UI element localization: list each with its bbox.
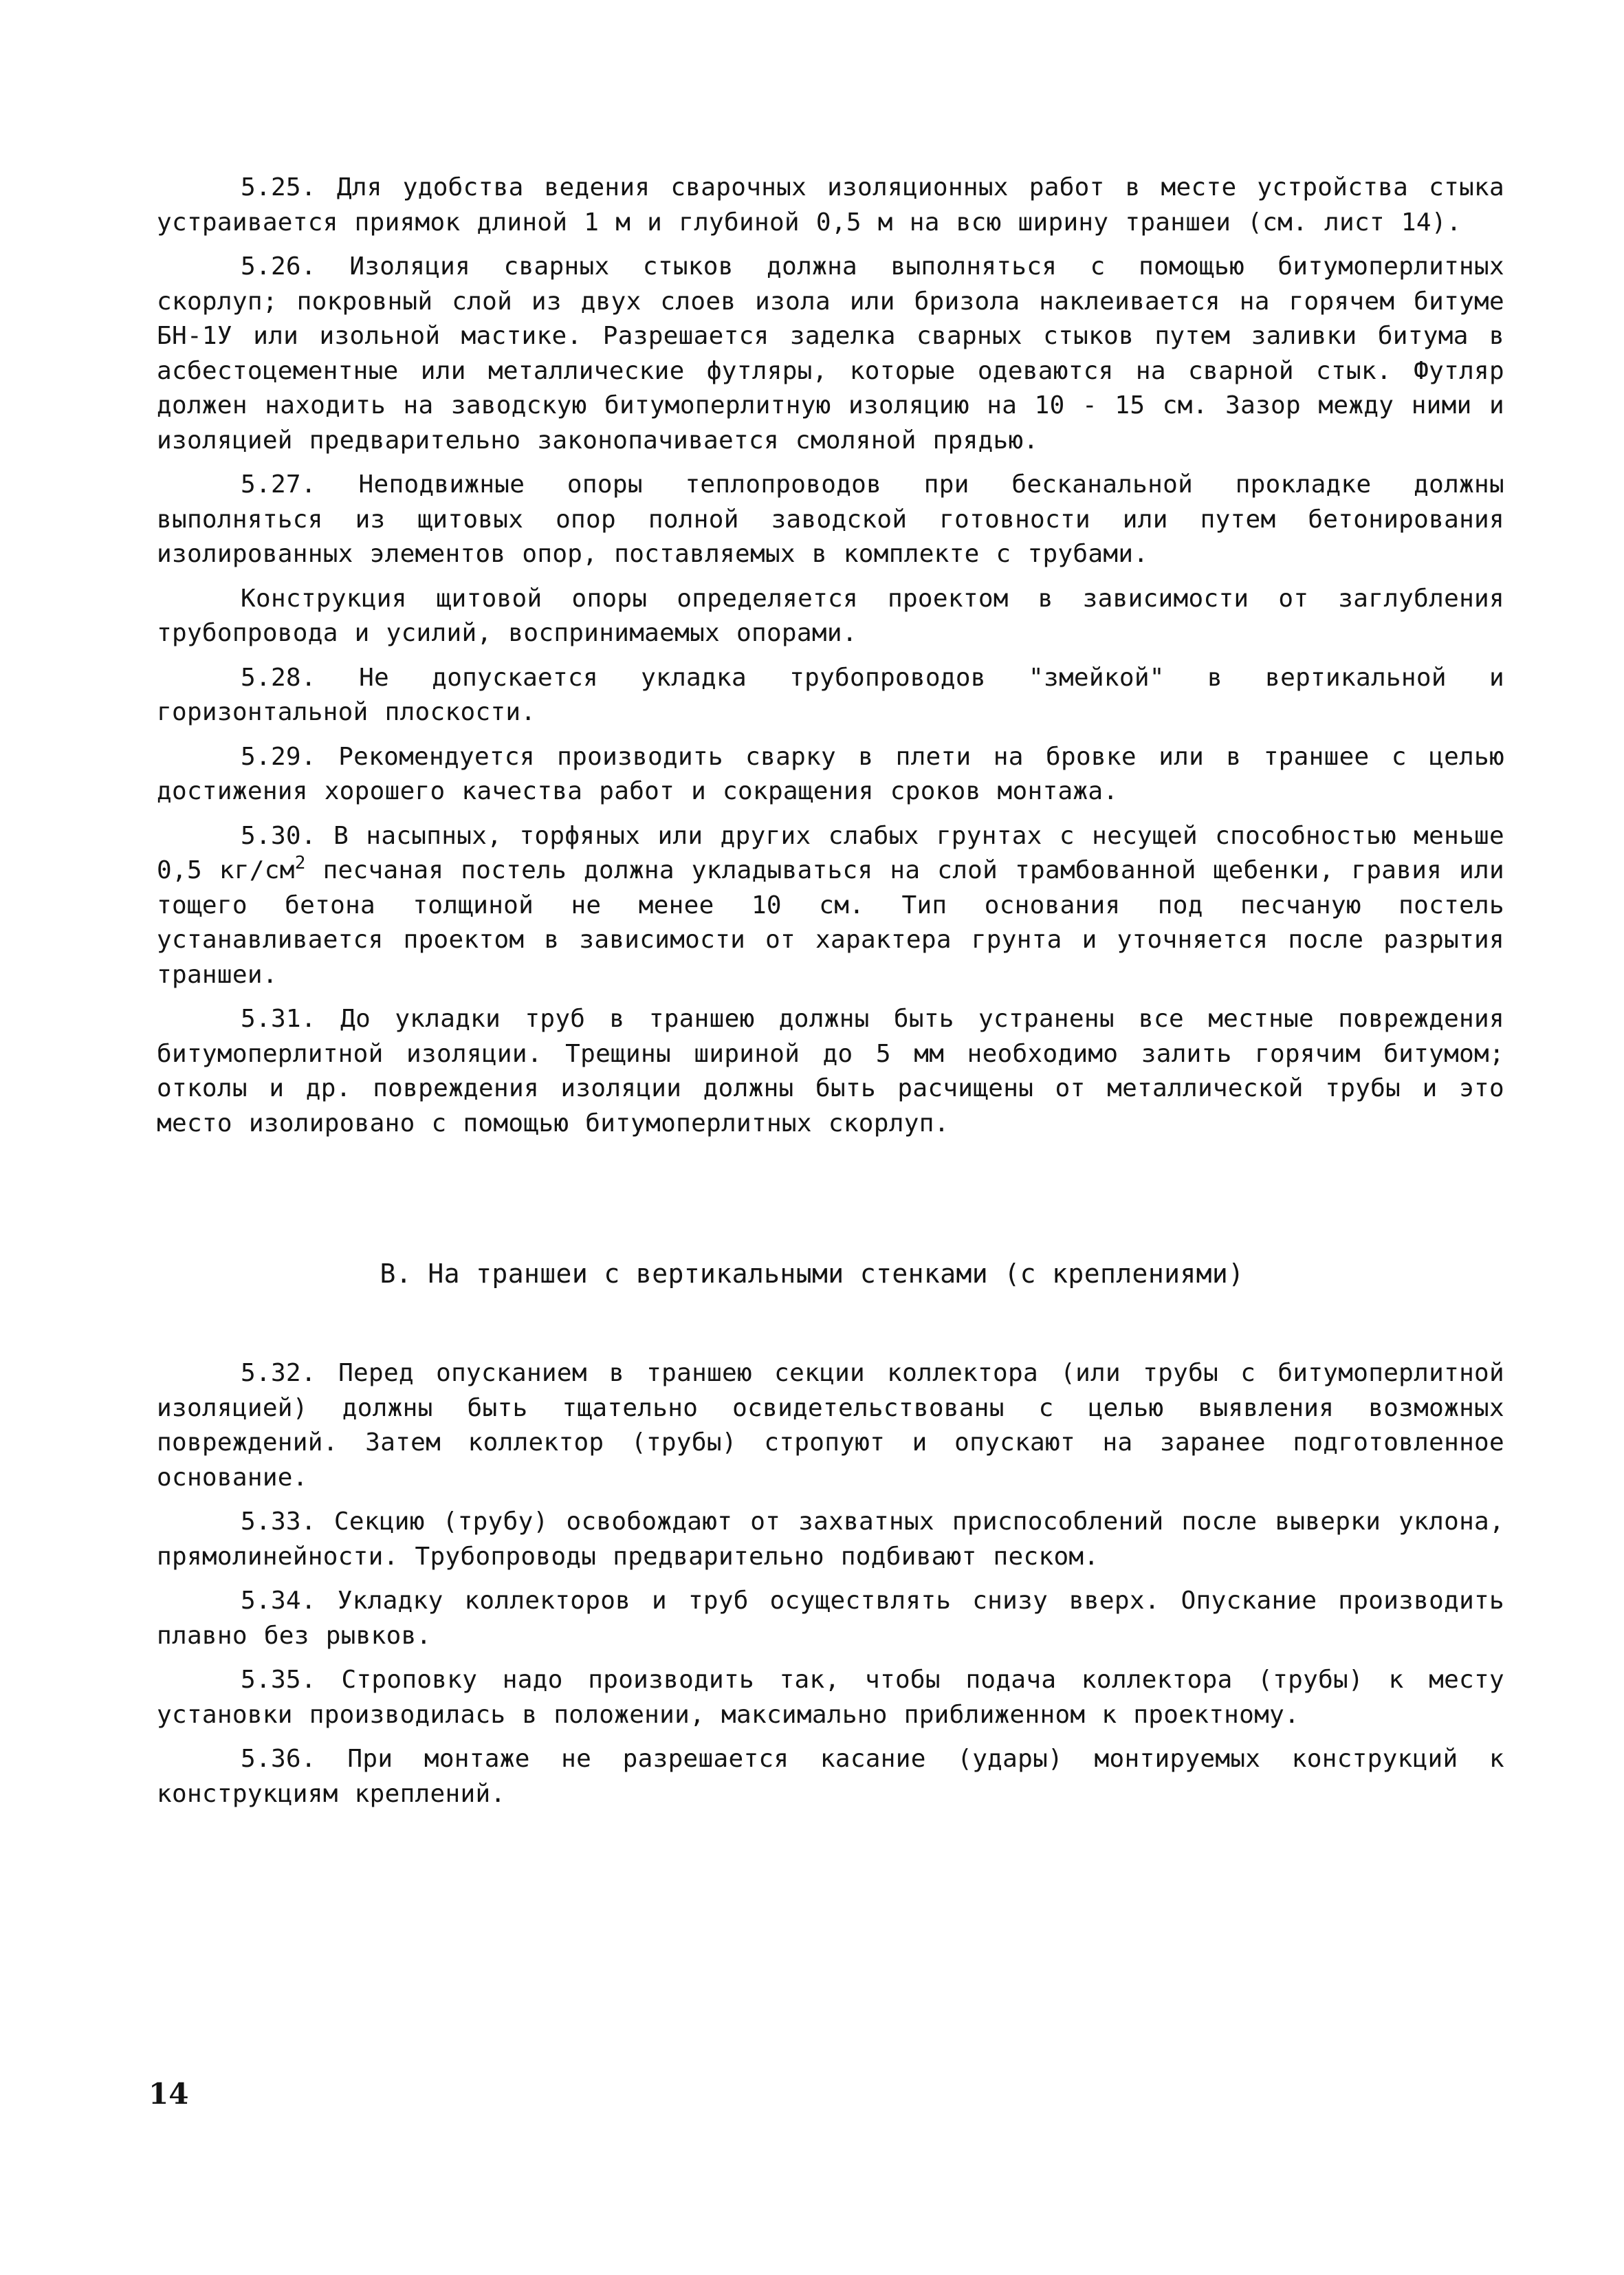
paragraph-text: До укладки труб в траншею должны быть устранены все местные повреждения битумоперлитной изоляции. Трещины шириной до 5 мм необходимо залить горячим битумом; отколы и др. повреждения изоляции должны быть расчищены от металлической трубы и это место изолировано с помощью битумоперлитных скорлуп. bbox=[157, 1005, 1504, 1138]
paragraph-5-28 bbox=[157, 661, 1504, 730]
paragraph-text: Секцию (трубу) освобождают от захватных приспособлений после выверки уклона, прямолинейности. Трубопроводы предварительно подбивают песком. bbox=[157, 1507, 1504, 1571]
paragraph-number: 5.35. bbox=[241, 1666, 316, 1694]
paragraph-text: Неподвижные опоры теплопроводов при бесканальной прокладке должны выполняться из щитовых опор полной заводской готовности или путем бетонирования изолированных элементов опор, поставляемых в комплекте с трубами. bbox=[157, 470, 1504, 568]
paragraph-text: Перед опусканием в траншею секции коллектора (или трубы с битумоперлитной изоляцией) должны быть тщательно освидетельствованы с целью выявления возможных повреждений. Затем коллектор (трубы) стропуют и опускают на заранее подготовленное основание. bbox=[157, 1359, 1504, 1492]
page-number: 14 bbox=[149, 2077, 189, 2111]
paragraph-text: Изоляция сварных стыков должна выполняться с помощью битумоперлитных скорлуп; покровный слой из двух слоев изола или бризола наклеивается на горячем битуме БН-1У или изольной мастике. Разрешается заделка сварных стыков путем заливки битума в асбестоцементные или металлические футляры, которые одеваются на сварной стык. Футляр должен находить на заводскую битумоперлитную изоляцию на 10 - 15 см. Зазор между ними и изоляцией предварительно законопачивается смоляной прядью. bbox=[157, 252, 1504, 455]
paragraph-number: 5.33. bbox=[241, 1507, 316, 1536]
paragraph-text: Укладку коллекторов и труб осуществлять снизу вверх. Опускание производить плавно без рывков. bbox=[157, 1587, 1504, 1650]
paragraph-number: 5.31. bbox=[241, 1005, 316, 1033]
paragraph-text-part-b: песчаная постель должна укладываться на слой трамбованной щебенки, гравия или тощего бетона толщиной не менее 10 см. Тип основания под песчаную постель устанавливается проектом в зависимости от характера грунта и уточняется после разрытия траншеи. bbox=[157, 856, 1504, 989]
paragraph-number: 5.30. bbox=[241, 821, 316, 850]
section-heading: В. На траншеи с вертикальными стенками (с креплениями) bbox=[380, 1259, 1244, 1289]
paragraph-number: 5.27. bbox=[241, 470, 316, 499]
text-block-top bbox=[157, 171, 1504, 1151]
paragraph-number: 5.36. bbox=[241, 1745, 316, 1773]
paragraph-number: 5.34. bbox=[241, 1587, 316, 1615]
paragraph-5-33 bbox=[157, 1505, 1504, 1574]
paragraph-5-26 bbox=[157, 250, 1504, 458]
paragraph-5-30 bbox=[157, 819, 1504, 993]
paragraph-text: Для удобства ведения сварочных изоляционных работ в месте устройства стыка устраивается приямок длиной 1 м и глубиной 0,5 м на всю ширину траншеи (см. лист 14). bbox=[157, 173, 1504, 237]
paragraph-text: Строповку надо производить так, чтобы подача коллектора (трубы) к месту установки производилась в положении, максимально приближенном к проектному. bbox=[157, 1666, 1504, 1729]
paragraph-5-25 bbox=[157, 171, 1504, 240]
paragraph-5-27 bbox=[157, 468, 1504, 572]
paragraph-5-29 bbox=[157, 740, 1504, 809]
paragraph-5-31 bbox=[157, 1002, 1504, 1141]
paragraph-number: 5.25. bbox=[241, 173, 316, 202]
paragraph-number: 5.26. bbox=[241, 252, 316, 281]
paragraph-number: 5.32. bbox=[241, 1359, 316, 1387]
paragraph-text: При монтаже не разрешается касание (удары) монтируемых конструкций к конструкциям креплений. bbox=[157, 1745, 1504, 1808]
paragraph-text-part-a: В насыпных, торфяных или других слабых грунтах с несущей способностью меньше 0,5 кг/см bbox=[157, 821, 1504, 884]
paragraph-number: 5.29. bbox=[241, 742, 316, 771]
paragraph-5-34 bbox=[157, 1584, 1504, 1653]
paragraph-text: Рекомендуется производить сварку в плети на бровке или в траншее с целью достижения хорошего качества работ и сокращения сроков монтажа. bbox=[157, 742, 1504, 805]
paragraph-5-32 bbox=[157, 1356, 1504, 1495]
paragraph-text: Конструкция щитовой опоры определяется проектом в зависимости от заглубления трубопровода и усилий, воспринимаемых опорами. bbox=[157, 584, 1504, 647]
paragraph-5-35 bbox=[157, 1663, 1504, 1732]
paragraph-shield-support bbox=[157, 582, 1504, 651]
text-block-bottom bbox=[157, 1356, 1504, 1821]
paragraph-text: Не допускается укладка трубопроводов "змейкой" в вертикальной и горизонтальной плоскости. bbox=[157, 663, 1504, 726]
superscript-2: 2 bbox=[294, 853, 306, 873]
paragraph-5-36 bbox=[157, 1742, 1504, 1811]
paragraph-number: 5.28. bbox=[241, 663, 316, 692]
